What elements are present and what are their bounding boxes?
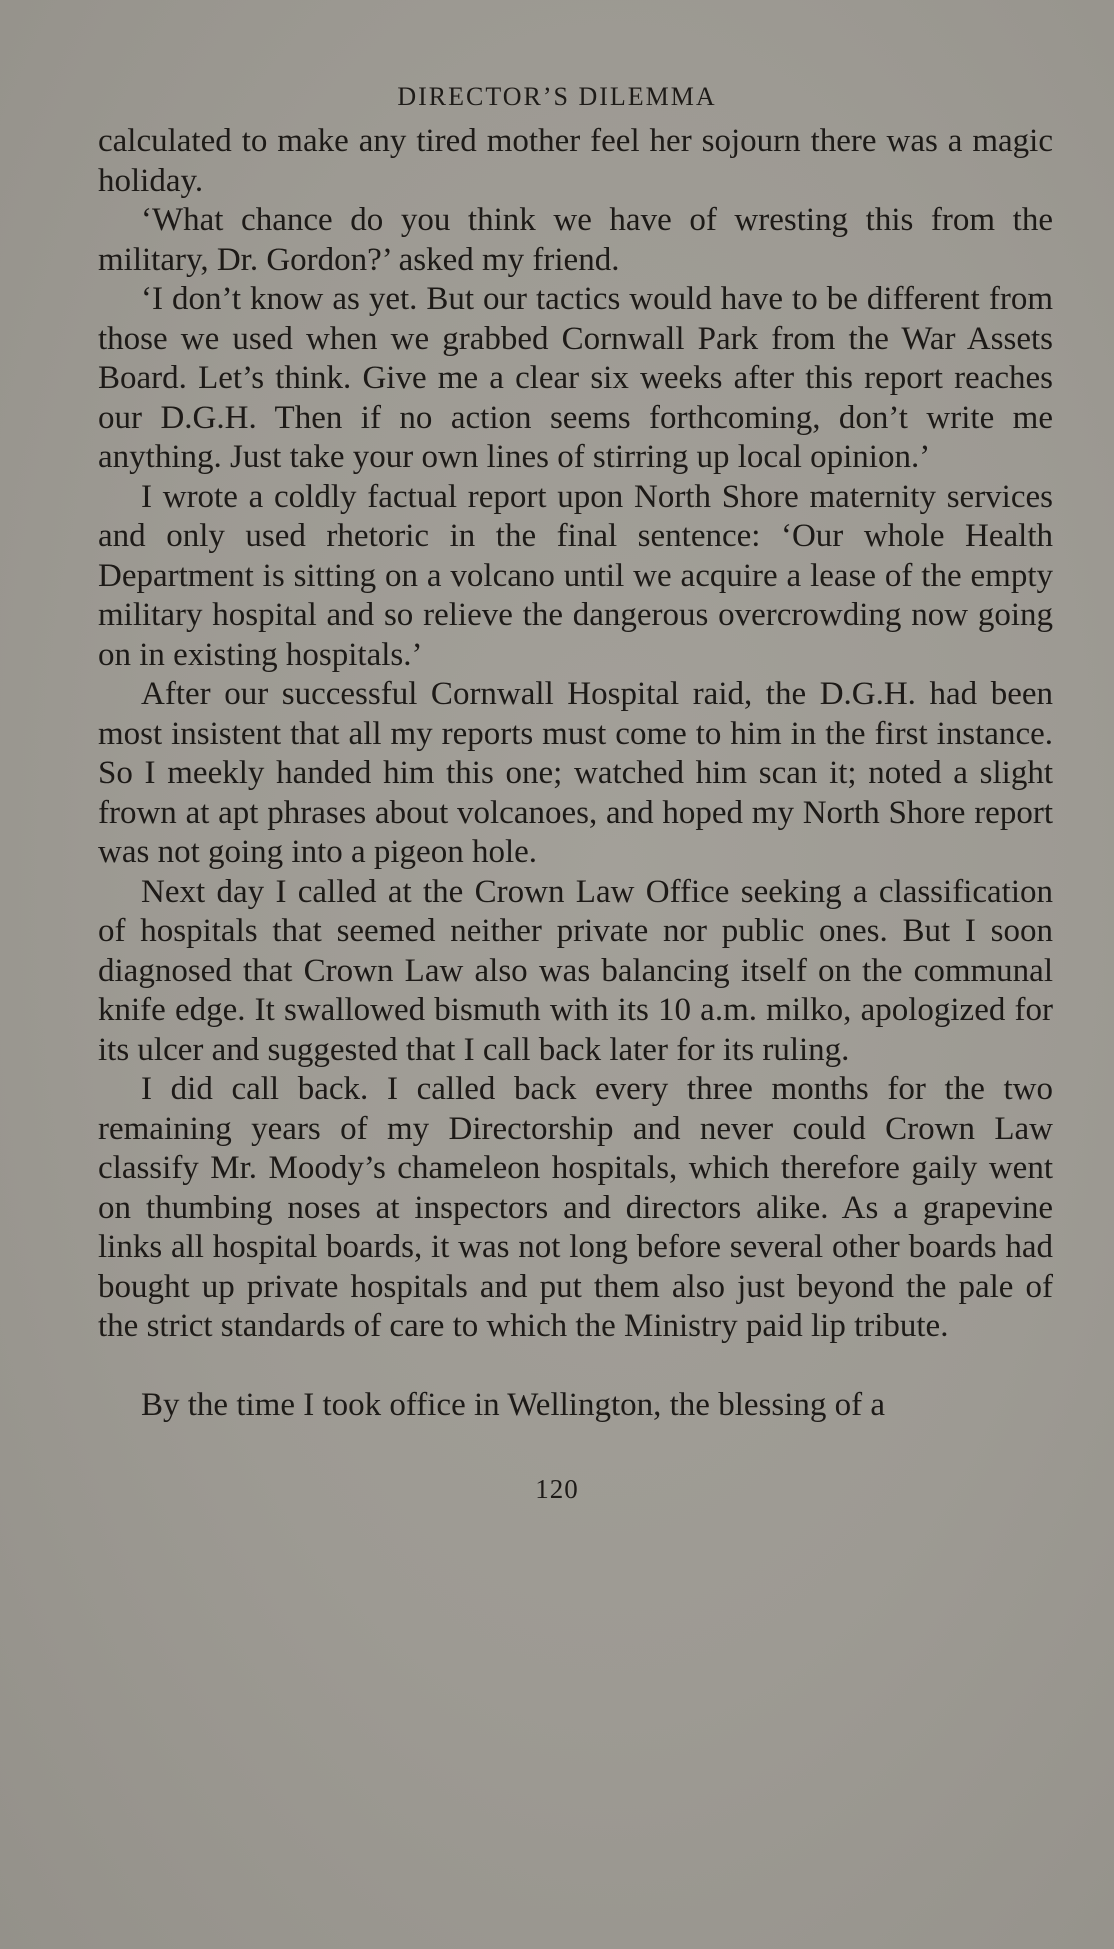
body-text	[98, 122, 1053, 1425]
paragraph-1: calculated to make any tired mother feel her sojourn there was a magic holiday.	[98, 123, 1053, 199]
page-number: 120	[535, 1474, 579, 1504]
paragraph-6: Next day I called at the Crown Law Office seeking a classification of hospitals that seemed neither private nor public ones. But I soon diagnosed that Crown Law also was balancing itself on the communal knife edge. It swallowed bismuth with its 10 a.m. milko, apologized for its ulcer and suggested that I call back later for its ruling.	[98, 873, 1053, 1068]
paragraph-5: After our successful Cornwall Hospital raid, the D.G.H. had been most insistent that all my reports must come to him in the first instance. So I meekly handed him this one; watched him scan it; noted a slight frown at apt phrases about volcanoes, and hoped my North Shore report was not going into a pigeon hole.	[98, 676, 1053, 870]
paragraph-4: I wrote a coldly factual report upon North Shore maternity services and only used rhetoric in the final sentence: ‘Our whole Health Department is sitting on a volcano until we acquire a lease of the empty military hospital and so relieve the dangerous overcrowding now going on in existing hospitals.’	[98, 478, 1053, 673]
paragraph-7: I did call back. I called back every three months for the two remaining years of my Directorship and never could Crown Law classify Mr. Moody’s chameleon hospitals, which therefore gaily went on thumbing noses at inspectors and directors alike. As a grapevine links all hospital boards, it was not long before several other boards had bought up private hospitals and put them also just beyond the pale of the strict standards of care to which the Ministry paid lip tribute.	[98, 1071, 1053, 1344]
paragraph-3: ‘I don’t know as yet. But our tactics would have to be different from those we used when we grabbed Cornwall Park from the War Assets Board. Let’s think. Give me a clear six weeks after this report reaches our D.G.H. Then if no action seems forthcoming, don’t write me anything. Just take your own lines of stirring up local opinion.’	[98, 281, 1053, 475]
paragraph-8: By the time I took office in Wellington, the blessing of a	[141, 1386, 885, 1423]
paragraph-2: ‘What chance do you think we have of wresting this from the military, Dr. Gordon?’ asked my friend.	[98, 202, 1053, 278]
running-head: DIRECTOR’S DILEMMA	[397, 82, 717, 111]
